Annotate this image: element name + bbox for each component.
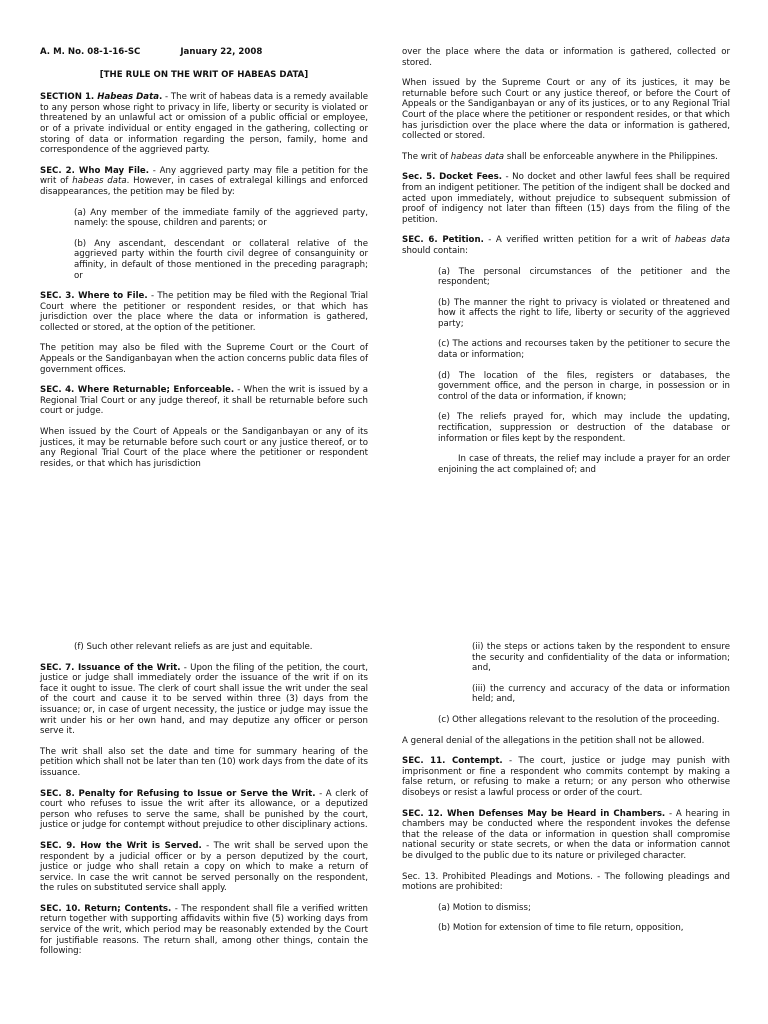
- paragraph: [40, 291, 368, 333]
- paragraph: [40, 166, 368, 198]
- section-heading: SEC. 9. How the Writ is Served.: [40, 840, 202, 851]
- paragraph: [40, 427, 368, 469]
- paragraph: [402, 809, 730, 862]
- paragraph-text: - No docket and other lawful fees shall be required from an indigent petitioner. The petition of the indigent shall be docked and acted upon immediately, without prejudice to subsequent submission of proof of indigency not later than fifteen (15) days from the filing of the petition.: [402, 172, 731, 225]
- case-number: A. M. No. 08-1-16-SC: [40, 47, 141, 57]
- paragraph-text: shall be enforceable anywhere in the Philippines.: [504, 151, 718, 162]
- paragraph: [40, 343, 368, 375]
- paragraph-text: When issued by the Supreme Court or any of its justices, it may be returnable before such Court or any justice thereof, or before the Court of Appeals or the Sandiganbayan or any of its justices, or to any Regional Trial Court of the place where the petitioner or respondent resides, or that which has jurisdiction over the place where the data or information is gathered, collected or stored.: [402, 78, 730, 142]
- paragraph-text: - The writ of habeas data is a remedy available to any person whose right to privacy in life, liberty or security is violated or threatened by an unlawful act or omission of a public official or employee, or of a private individual or entity engaged in the gathering, collecting or storing of data or information regarding the person, family, home and correspondence of the aggrieved party.: [40, 92, 369, 156]
- paragraph: [438, 267, 730, 288]
- paragraph: [402, 872, 730, 893]
- document-header: [40, 47, 368, 58]
- column-top-left: [40, 47, 368, 479]
- paragraph-text: - Upon the filing of the petition, the court, justice or judge shall immediately order the issuance of the writ if on its face it ought to issue. The clerk of court shall issue the writ under the seal of the court and cause it to be served within three (3) days from the issuance; or, in case of urgent necessity, the justice or judge may issue the writ under his or her own hand, and may deputize any officer or person serve it.: [40, 662, 368, 737]
- column-bottom-right: [402, 642, 730, 944]
- paragraph: [438, 903, 730, 914]
- paragraph-text: - The petition may be filed with the Regional Trial Court where the petitioner or respondent resides, or that which has jurisdiction over the place where the data or information is gathered, collected or stored, at the option of the petitioner.: [40, 291, 369, 333]
- section-heading: SEC. 10. Return; Contents.: [40, 903, 172, 914]
- paragraph-text: (b) Any ascendant, descendant or collateral relative of the aggrieved party within the fourth civil degree of consanguinity or affinity, in default of those mentioned in the preceding paragraph; or: [74, 238, 368, 281]
- column-bottom-left: [40, 642, 368, 967]
- paragraph: [40, 92, 368, 156]
- section-heading: SEC. 8. Penalty for Refusing to Issue or Serve the Writ.: [40, 788, 316, 799]
- paragraph: [402, 172, 730, 225]
- paragraph: [40, 841, 368, 894]
- paragraph: [438, 298, 730, 330]
- paragraph-text: Sec. 13. Prohibited Pleadings and Motions. - The following pleadings and motions are prohibited:: [402, 871, 730, 893]
- paragraph: [402, 736, 730, 747]
- paragraph: [40, 663, 368, 737]
- paragraph: [472, 684, 730, 705]
- paragraph-text: In case of threats, the relief may include a prayer for an order enjoining the act complained of; and: [438, 454, 730, 475]
- paragraph-text: A general denial of the allegations in the petition shall not be allowed.: [402, 735, 705, 746]
- case-date: January 22, 2008: [180, 47, 263, 57]
- paragraph-text: (e) The reliefs prayed for, which may include the updating, rectification, suppression or destruction of the database or information or files kept by the respondent.: [438, 412, 730, 444]
- paragraph: [402, 756, 730, 798]
- section-heading: SECTION 1.: [40, 92, 98, 103]
- paragraph-text: (iii) the currency and accuracy of the data or information held; and,: [472, 683, 730, 705]
- paragraph-text: When issued by the Court of Appeals or the Sandiganbayan or any of its justices, it may be returnable before such court or any justice thereof, or to any Regional Trial Court of the place where the petitioner or respondent resides, or that which has jurisdiction: [40, 427, 368, 469]
- paragraph-text: (ii) the steps or actions taken by the respondent to ensure the security and confidentiality of the data or information; and,: [472, 642, 730, 674]
- paragraph-text: - When the writ is issued by a Regional Trial Court or any judge thereof, it shall be returnable before such court or judge.: [40, 385, 368, 417]
- section-heading: SEC. 6. Petition.: [402, 235, 484, 246]
- paragraph: [74, 239, 368, 281]
- paragraph: [438, 339, 730, 360]
- italic-term: habeas data: [674, 235, 730, 246]
- italic-term: habeas data: [72, 176, 127, 187]
- paragraph-text: - The respondent shall file a verified written return together with supporting affidavits within five (5) working days from service of the writ, which period may be reasonably extended by the Court for justifiable reasons. The return shall, among other things, contain the following:: [40, 903, 368, 957]
- paragraph: [74, 208, 368, 229]
- paragraph-text: . However, in cases of extralegal killings and enforced disappearances, the petition may be filed by:: [40, 176, 368, 197]
- paragraph-text: (b) The manner the right to privacy is violated or threatened and how it affects the right to life, liberty or security of the aggrieved party;: [438, 297, 730, 329]
- paragraph: [40, 385, 368, 417]
- paragraph-text: (a) Motion to dismiss;: [438, 902, 531, 913]
- paragraph-text: (f) Such other relevant reliefs as are just and equitable.: [74, 642, 313, 652]
- paragraph: [402, 78, 730, 142]
- section-heading: SEC. 2. Who May File.: [40, 165, 149, 176]
- column-top-right: [402, 47, 730, 485]
- paragraph-text: (a) The personal circumstances of the petitioner and the respondent;: [438, 266, 730, 288]
- paragraph-text: The writ shall also set the date and time for summary hearing of the petition which shall not be later than ten (10) work days from the date of its issuance.: [40, 746, 368, 778]
- paragraph-text: - The court, justice or judge may punish with imprisonment or fine a respondent who commits contempt by making a false return, or refusing to make a return; or any person who otherwise disobeys or resist a lawful process or order of the court.: [402, 756, 730, 798]
- paragraph: [472, 642, 730, 674]
- paragraph: [40, 789, 368, 831]
- paragraph-text: The petition may also be filed with the Supreme Court or the Court of Appeals or the Sandiganbayan when the action concerns public data files of government offices.: [40, 343, 368, 375]
- paragraph-text: - A hearing in chambers may be conducted where the respondent invokes the defense that the release of the data or information in question shall compromise national security or state secrets, or when the data or information cannot be divulged to the public due to its nature or privileged character.: [402, 808, 730, 861]
- section-heading: Sec. 5. Docket Fees.: [402, 172, 503, 183]
- paragraph: [438, 412, 730, 444]
- paragraph-text: The writ of: [402, 151, 451, 162]
- paragraph-text: - Any aggrieved party may file a petition for the writ of: [40, 165, 368, 187]
- section-heading-italic: Habeas Data: [97, 92, 160, 103]
- paragraph: [402, 47, 730, 68]
- paragraph: [74, 642, 368, 653]
- paragraph: [40, 747, 368, 779]
- paragraph: [402, 235, 730, 256]
- paragraph-text: over the place where the data or information is gathered, collected or stored.: [402, 47, 730, 68]
- paragraph-text: (c) Other allegations relevant to the resolution of the proceeding.: [438, 714, 720, 725]
- paragraph-text: - The writ shall be served upon the respondent by a judicial officer or by a person deputized by the court, justice or judge who shall retain a copy on which to make a return of service. In case the writ cannot be served personally on the respondent, the rules on substituted service shall apply.: [40, 840, 368, 894]
- paragraph-text: (b) Motion for extension of time to file return, opposition,: [438, 923, 684, 934]
- paragraph-text: (a) Any member of the immediate family of the aggrieved party, namely: the spouse, children and parents; or: [74, 207, 368, 229]
- paragraph: [40, 904, 368, 957]
- paragraph-text: - A clerk of court who refuses to issue the writ after its allowance, or a deputized person who refuses to serve the same, shall be punished by the court, justice or judge for contempt without prejudice to other disciplinary actions.: [40, 788, 368, 831]
- section-heading: SEC. 3. Where to File.: [40, 291, 148, 302]
- section-heading: SEC. 11. Contempt.: [402, 756, 503, 767]
- paragraph: [438, 371, 730, 403]
- paragraph-text: (d) The location of the files, registers or databases, the government office, and the person in charge, in possession or in control of the data or information, if known;: [438, 370, 730, 402]
- paragraph: [438, 715, 730, 726]
- document-title: [THE RULE ON THE WRIT OF HABEAS DATA]: [99, 69, 309, 80]
- paragraph-text: - A verified written petition for a writ of: [483, 235, 675, 246]
- section-heading-punct: .: [159, 92, 163, 103]
- section-heading: SEC. 7. Issuance of the Writ.: [40, 662, 181, 673]
- paragraph: [402, 152, 730, 163]
- paragraph: [438, 923, 730, 934]
- section-heading: SEC. 4. Where Returnable; Enforceable.: [40, 385, 235, 396]
- paragraph-text: (c) The actions and recourses taken by the petitioner to secure the data or information;: [438, 339, 730, 361]
- paragraph-text: should contain:: [402, 245, 468, 256]
- section-heading: SEC. 12. When Defenses May be Heard in Chambers.: [402, 808, 666, 819]
- paragraph: [438, 454, 730, 475]
- italic-term: habeas data: [450, 151, 505, 162]
